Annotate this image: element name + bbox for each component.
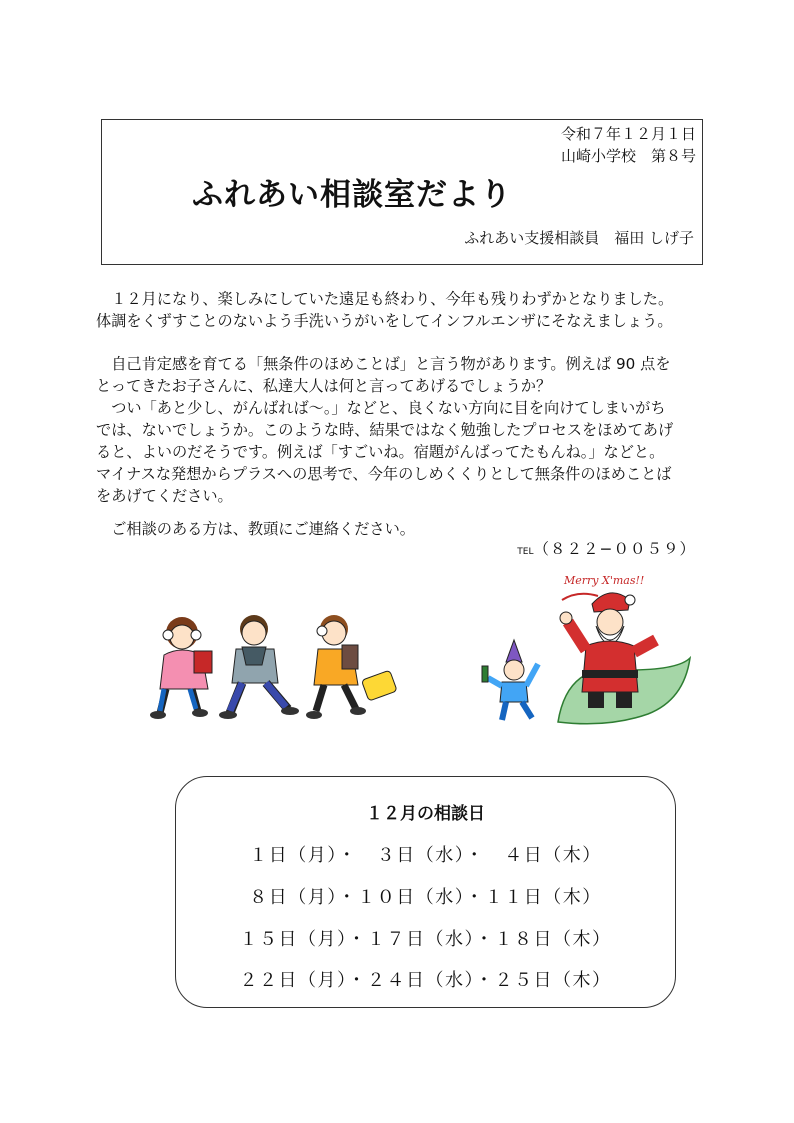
tel-mark: TEL [517,547,534,557]
contact-line: ご相談のある方は、教頭にご連絡ください。 [96,520,415,538]
school-issue-number: 山崎小学校 第８号 [560,147,696,165]
schedule-row: １日（月）・ ３日（水）・ ４日（木） [249,845,602,866]
boy-with-party-hat [482,640,538,720]
paragraph-line: 体調をくずすことのないよう手洗いうがいをしてインフルエンザにそなえましょう。 [96,312,673,330]
santa-lettering: Merry X'mas!! [564,574,645,587]
issue-date: 令和７年１２月１日 [560,125,696,143]
child-yellow-coat [306,615,397,719]
schedule-row: ８日（月）・１０日（水）・１１日（木） [249,887,602,908]
santa-claus-icon [478,570,694,726]
telephone-number [517,538,696,563]
paragraph-line: ると、よいのだそうです。例えば「すごいね。宿題がんばってたもんね。」などと。 [96,443,665,461]
newsletter-title: ふれあい相談室だより [192,177,512,213]
author-line: ふれあい支援相談員 福田 しげ子 [464,229,694,247]
paragraph-line: マイナスな発想からプラスへの思考で、今年のしめくくりとして無条件のほめことば [96,465,672,483]
schedule-title: １２月の相談日 [366,804,485,824]
child-blue-jacket [219,615,299,719]
child-pink-coat [150,617,212,719]
schedule-row: ２２日（月）・２４日（水）・２５日（木） [239,970,612,991]
schedule-row: １５日（月）・１７日（水）・１８日（木） [239,929,612,950]
children-walking-winter-icon [138,605,406,723]
consultation-schedule-box [175,776,676,1008]
paragraph-line: つい「あと少し、がんばれば～。」などと、良くない方向に目を向けてしまいがち [96,399,666,417]
tel-digits: （８２２−００５９） [533,540,696,558]
header-box [101,119,703,265]
paragraph-line: 自己肯定感を育てる「無条件のほめことば」と言う物があります。例えば 90 点を [96,355,671,373]
paragraph-line: をあげてください。 [96,487,233,505]
paragraph-line: では、ないでしょうか。このような時、結果ではなく勉強したプロセスをほめてあげ [96,421,674,439]
paragraph-line: １２月になり、楽しみにしていた遠足も終わり、今年も残りわずかとなりました。 [96,290,674,308]
paragraph-line: とってきたお子さんに、私達大人は何と言ってあげるでしょうか？ [96,377,552,395]
